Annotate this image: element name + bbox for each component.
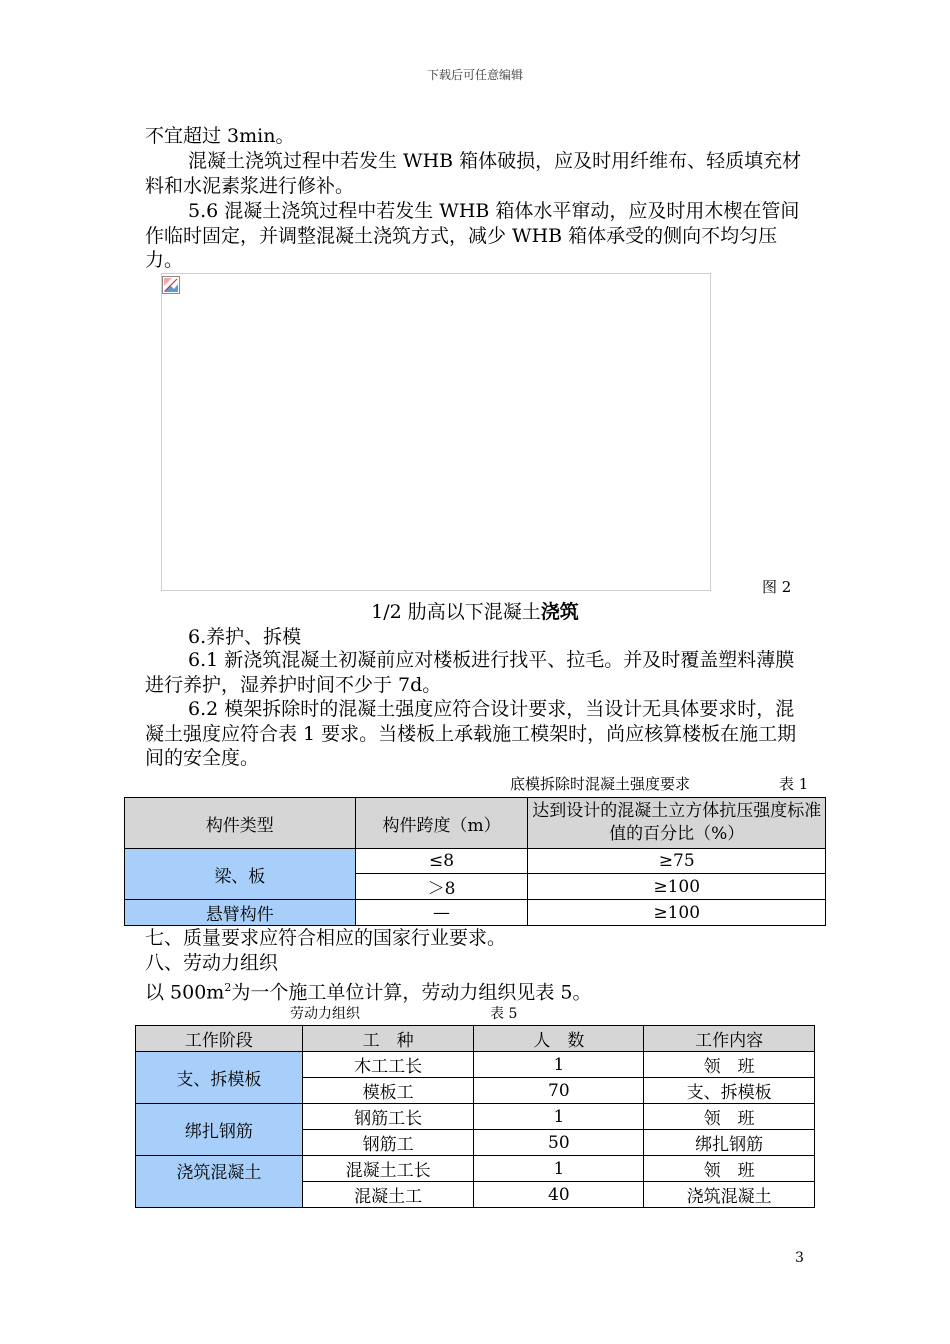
table1-cell-percent: ≥75 (528, 849, 826, 874)
section-7: 七、质量要求应符合相应的国家行业要求。 (145, 927, 507, 949)
section-8-text (145, 976, 810, 1005)
table5-cell-trade: 木工工长 (302, 1052, 474, 1078)
table1-cell-percent: ≥100 (528, 874, 826, 900)
table5-number: 表 5 (490, 1006, 518, 1022)
table5-cell-count: 50 (474, 1130, 644, 1156)
table5-cell-count: 70 (474, 1078, 644, 1104)
table1-header-percent: 达到设计的混凝土立方体抗压强度标准值的百分比（%） (528, 798, 826, 849)
figure-frame (161, 273, 711, 591)
page-number: 3 (795, 1250, 804, 1266)
table5-header-content: 工作内容 (644, 1026, 815, 1052)
table1-cell-span: — (355, 900, 528, 926)
table5-header-stage: 工作阶段 (136, 1026, 303, 1052)
table-row (136, 1052, 815, 1078)
table5-cell-trade: 模板工 (302, 1078, 474, 1104)
table1-cell-type: 悬臂构件 (125, 900, 356, 926)
table1-cell-span: ＞8 (355, 874, 528, 900)
table1-cell-span: ≤8 (355, 849, 528, 874)
table1-number: 表 1 (779, 775, 809, 793)
table1-header-type: 构件类型 (125, 798, 356, 849)
table5-cell-count: 1 (474, 1104, 644, 1130)
table5-cell-trade: 钢筋工长 (302, 1104, 474, 1130)
section-8-text-sup: 2 (224, 981, 232, 994)
table5-cell-count: 40 (474, 1182, 644, 1208)
table5-cell-content: 浇筑混凝土 (644, 1182, 815, 1208)
table5-cell-stage: 支、拆模板 (136, 1052, 303, 1104)
section-6-heading: 6.养护、拆模 (188, 626, 302, 648)
page-header: 下载后可任意编辑 (426, 68, 523, 82)
broken-image-icon (162, 276, 180, 294)
table5-cell-count: 1 (474, 1156, 644, 1182)
paragraph-repair: 混凝土浇筑过程中若发生 WHB 箱体破损，应及时用纤维布、轻质填充材料和水泥素浆进行修补。 (145, 150, 802, 197)
table5-cell-stage: 浇筑混凝土 (136, 1156, 303, 1208)
table-row (136, 1156, 815, 1182)
table5-header-trade: 工 种 (302, 1026, 474, 1052)
figure-caption-text: 1/2 肋高以下混凝土 (371, 601, 541, 623)
table5-cell-trade: 混凝土工 (302, 1182, 474, 1208)
table5-title: 劳动力组织 (290, 1006, 360, 1022)
table5-cell-trade: 混凝土工长 (302, 1156, 474, 1182)
table5-cell-content: 绑扎钢筋 (644, 1130, 815, 1156)
table5-cell-content: 领 班 (644, 1104, 815, 1130)
paragraph-6-1: 6.1 新浇筑混凝土初凝前应对楼板进行找平、拉毛。并及时覆盖塑料薄膜进行养护，湿养护时间不少于 7d。 (145, 649, 795, 696)
figure-caption (0, 597, 950, 624)
table5-cell-trade: 钢筋工 (302, 1130, 474, 1156)
table1-header-span: 构件跨度（m） (355, 798, 528, 849)
table5-header-count: 人 数 (474, 1026, 644, 1052)
table5-cell-content: 支、拆模板 (644, 1078, 815, 1104)
section-8-heading: 八、劳动力组织 (145, 952, 279, 974)
figure-caption-bold: 浇筑 (540, 601, 579, 623)
figure-label: 图 2 (762, 578, 792, 596)
table1-cell-percent: ≥100 (528, 900, 826, 926)
paragraph-5-6: 5.6 混凝土浇筑过程中若发生 WHB 箱体水平窜动，应及时用木楔在管间作临时固定，并调整混凝土浇筑方式，减少 WHB 箱体承受的侧向不均匀压力。 (145, 200, 800, 271)
paragraph-6-2: 6.2 模架拆除时的混凝土强度应符合设计要求，当设计无具体要求时，混凝土强度应符合表 1 要求。当楼板上承载施工模架时，尚应核算楼板在施工期间的安全度。 (145, 698, 797, 769)
table-row (125, 900, 826, 926)
section-8-text-prefix: 以 500m (145, 981, 225, 1004)
table-row (125, 849, 826, 874)
table-5 (135, 1025, 815, 1208)
table1-title: 底模拆除时混凝土强度要求 (510, 775, 691, 793)
table-1 (124, 797, 826, 926)
paragraph-continued: 不宜超过 3min。 (145, 125, 295, 147)
table5-cell-content: 领 班 (644, 1052, 815, 1078)
table5-cell-stage: 绑扎钢筋 (136, 1104, 303, 1156)
section-8-text-suffix: 为一个施工单位计算，劳动力组织见表 5。 (231, 981, 592, 1004)
table-row (136, 1104, 815, 1130)
table5-cell-count: 1 (474, 1052, 644, 1078)
table5-cell-content: 领 班 (644, 1156, 815, 1182)
table1-cell-type: 梁、板 (125, 849, 356, 900)
